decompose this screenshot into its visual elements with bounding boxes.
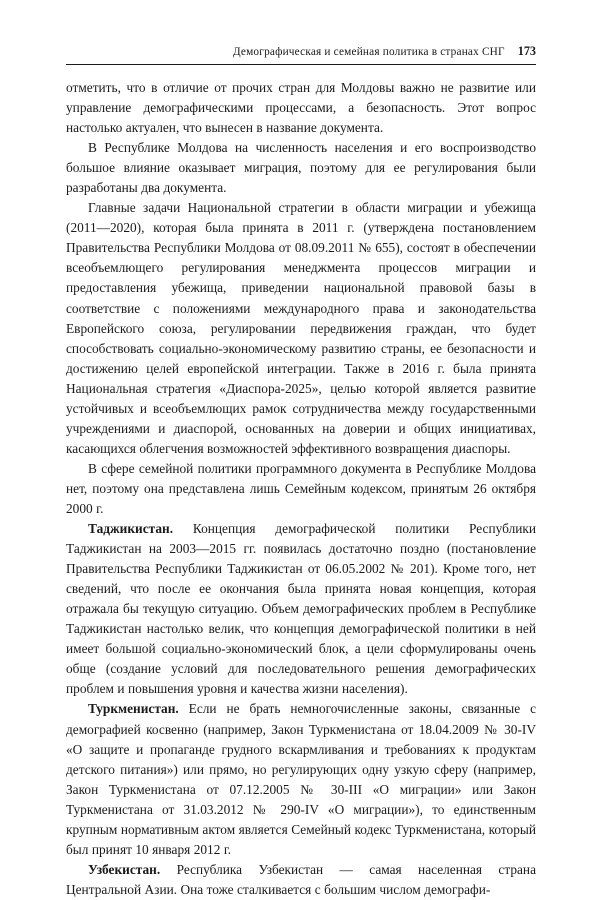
running-head-title: Демографическая и семейная политика в странах СНГ: [232, 46, 505, 58]
paragraph-text: Республика Узбекистан — самая населенная страна Центральной Азии. Она тоже сталкивается с большим числом демографи-: [66, 861, 536, 897]
paragraph-uzbekistan: [66, 860, 536, 900]
paragraph-turkmenistan: [66, 699, 536, 859]
section-lead-in: Узбекистан.: [88, 861, 161, 877]
paragraph: [66, 459, 536, 519]
paragraph-tajikistan: [66, 519, 536, 699]
running-head: [66, 44, 536, 59]
body-text-block: [66, 78, 536, 900]
paragraph-text: Концепция демографической политики Республики Таджикистан на 2003—2015 гг. появилась достаточно поздно (постановление Правительства Республики Таджикистан от 06.05.2002 № 201). Кроме того, нет сведений, что после ее окончания была принята новая концепция, которая отражала бы текущую ситуацию. Объем демографических проблем в Республике Таджикистан настолько велик, что концепция демографической политики в ней имеет большой социально-экономический блок, а цели сформулированы очень обще (создание условий для последовательного решения демографических проблем и повышения уровня и качества жизни населения).: [66, 521, 536, 697]
section-lead-in: Таджикистан.: [88, 521, 174, 537]
paragraph-text: отметить, что в отличие от прочих стран для Молдовы важно не развитие или управление демографическими процессами, а безопасность. Этот вопрос настолько актуален, что вынесен в название документа.: [66, 80, 536, 136]
paragraph: [66, 138, 536, 198]
paragraph: [66, 78, 536, 138]
paragraph: [66, 198, 536, 459]
paragraph-text: В Республике Молдова на численность населения и его воспроизводство большое влияние оказывает миграция, поэтому для ее регулирования были разработаны два документа.: [66, 140, 536, 196]
header-rule: [66, 64, 536, 65]
page-number: 173: [517, 44, 536, 58]
paragraph-text: Если не брать немногочисленные законы, связанные с демографией косвенно (например, Закон Туркменистана от 18.04.2009 № 30-IV «О защите и пропаганде грудного вскармливания и требованиях к продуктам детского питания») или прямо, но регулирующих одну узкую сферу (например, Закон Туркменистана от 07.12.2005 № 30-III «О миграции» или Закон Туркменистана от 31.03.2012 № 290-IV «О миграции»), то единственным крупным нормативным актом является Семейный кодекс Туркменистана, который был принят 10 января 2012 г.: [66, 701, 536, 857]
paragraph-text: В сфере семейной политики программного документа в Республике Молдова нет, поэтому она представлена лишь Семейным кодексом, принятым 26 октября 2000 г.: [66, 460, 536, 516]
section-lead-in: Туркменистан.: [88, 701, 179, 717]
paragraph-text: Главные задачи Национальной стратегии в области миграции и убежища (2011—2020), которая была принята в 2011 г. (утверждена постановлением Правительства Республики Молдова от 08.09.2011 № 655), состоят в обеспечении всеобъемлющего регулирования менеджмента процессов миграции и предоставления убежища, приведении национальной правовой базы в соответствие с положениями международного права и законодательства Европейского союза, регулировании передвижения граждан, что будет способствовать социально-экономическому развитию страны, ее безопасности и достижению целей европейской интеграции. Также в 2016 г. была принята Национальная стратегия «Диаспора-2025», целью которой является развитие устойчивых и всеобъемлющих рамок сотрудничества между государственными учреждениями и диаспорой, основанных на доверии и общих инициативах, касающихся облегчения возможностей эффективного возвращения диаспоры.: [66, 200, 536, 456]
